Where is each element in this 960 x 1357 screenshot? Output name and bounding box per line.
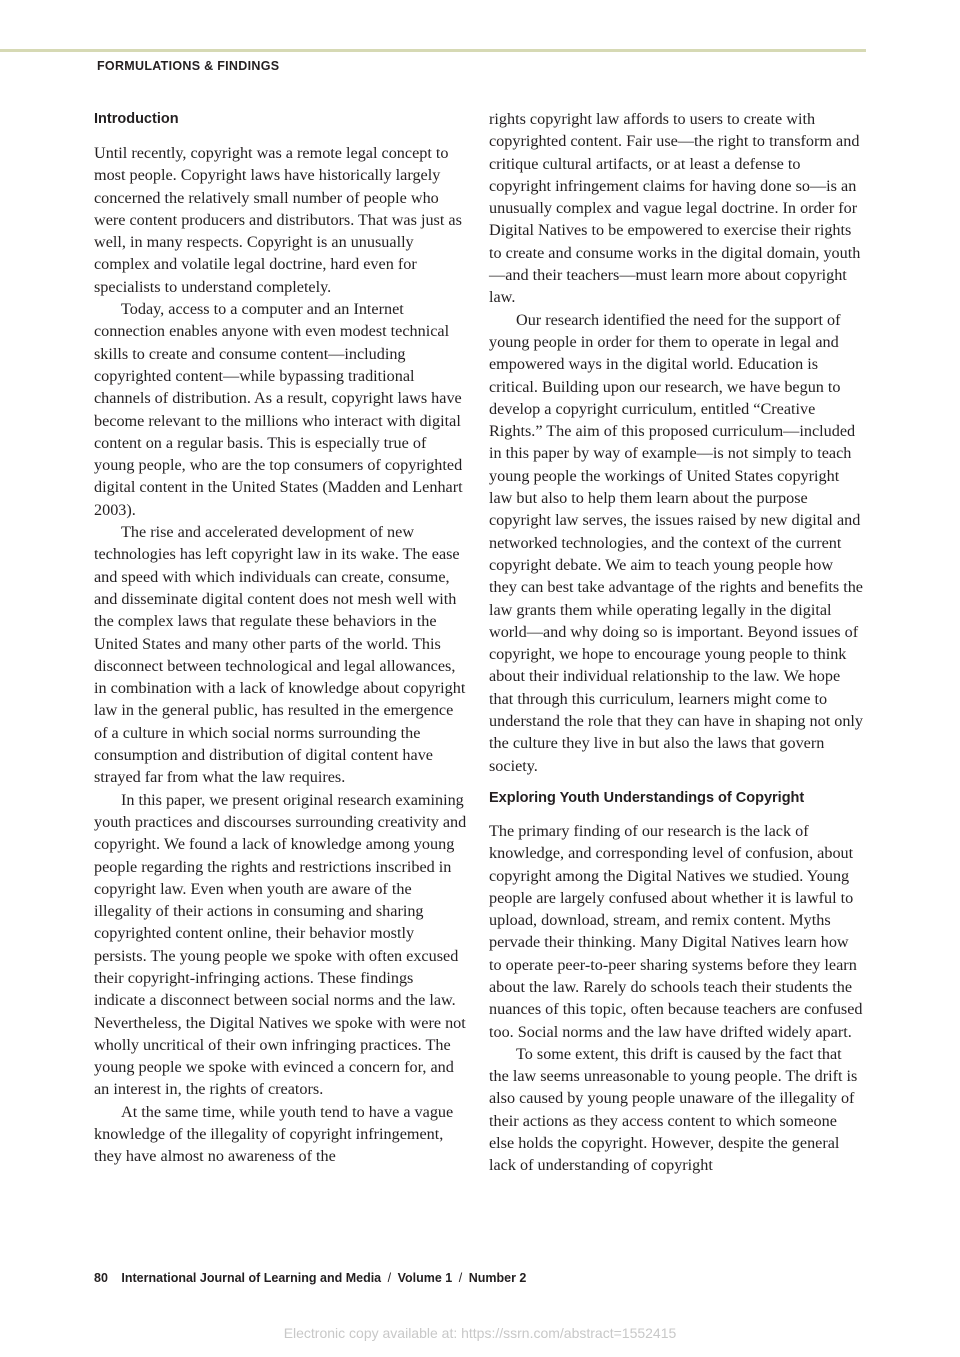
- page-footer: [94, 1271, 526, 1285]
- page-number: 80: [94, 1271, 108, 1285]
- paragraph: At the same time, while youth tend to have a vague knowledge of the illegality of copyright infringement, they have almost no awareness of the: [94, 1102, 454, 1166]
- section-heading-introduction: Introduction: [94, 111, 179, 127]
- paragraph: Until recently, copyright was a remote legal concept to most people. Copyright laws have historically largely concerned the relatively small number of people who were content producers and distributors. That was just as well, in many respects. Copyright is an unusually complex and volatile legal doctrine, hard even for specialists to understand completely.: [94, 144, 462, 296]
- volume: Volume 1: [397, 1271, 453, 1285]
- paragraph: The rise and accelerated development of new technologies has left copyright law in its wake. The ease and speed with which individuals can create, consume, and disseminate digital content does not mesh well with the complex laws that regulate these behaviors in the United States and many other parts of the world. This disconnect between technological and legal allowances, in combination with a lack of knowledge about copyright law in the general public, has resulted in the emergence of a culture in which social norms surrounding the consumption and distribution of digital content have strayed far from what the law requires.: [94, 523, 466, 787]
- paragraph: To some extent, this drift is caused by the fact that the law seems unreasonable to young people. The drift is also caused by young people unaware of the illegality of their actions as they access content to which someone else holds the copyright. However, despite the general lack of understanding of copyright: [489, 1044, 858, 1175]
- separator: /: [387, 1271, 392, 1285]
- issue-number: Number 2: [468, 1271, 527, 1285]
- ssrn-notice: Electronic copy available at: https://ssrn.com/abstract=1552415: [283, 1325, 677, 1341]
- right-column: [489, 108, 863, 1177]
- paragraph: rights copyright law affords to users to create with copyrighted content. Fair use—the right to transform and critique cultural artifacts, or at least a defense to copyright infringement claims for having done so—is an unusually complex and vague legal doctrine. In order for Digital Natives to be empowered to exercise their rights to create and consume works in the digital domain, youth—and their teachers—must learn more about copyright law.: [489, 110, 861, 307]
- journal-title: International Journal of Learning and Media: [121, 1271, 382, 1285]
- paragraph: Today, access to a computer and an Internet connection enables anyone with even modest technical skills to create and consume content—including copyrighted content—while bypassing traditional channels of distribution. As a result, copyright laws have become relevant to the millions who interact with digital content on a regular basis. This is especially true of young people, who are the top consumers of copyrighted digital content in the United States (Madden and Lenhart 2003).: [94, 300, 463, 519]
- top-rule: [0, 49, 866, 52]
- left-column: [94, 108, 468, 1168]
- section-heading-exploring: Exploring Youth Understandings of Copyright: [489, 789, 805, 806]
- separator: /: [458, 1271, 463, 1285]
- running-head: FORMULATIONS & FINDINGS: [97, 59, 280, 73]
- paragraph: Our research identified the need for the support of young people in order for them to operate in legal and empowered ways in the digital world. Education is critical. Building upon our research, we have begun to develop a copyright curriculum, entitled “Creative Rights.” The aim of this proposed curriculum—included in this paper by way of example—is not simply to teach young people the workings of United States copyright law but also to help them learn about the purpose copyright law serves, the issues raised by new digital and networked technologies, and the context of the current copyright debate. We aim to teach young people how they can best take advantage of the rights and benefits the law grants them while operating legally in the digital world—and why doing so is important. Beyond issues of copyright, we hope to encourage young people to think about their individual relationship to the law. We hope that through this curriculum, learners might come to understand the role that they can have in shaping not only the culture they live in but also the laws that govern society.: [489, 310, 864, 775]
- paragraph: In this paper, we present original research examining youth practices and discourses surrounding creativity and copyright. We found a lack of knowledge among young people regarding the rights and restrictions inscribed in copyright law. Even when youth are aware of the illegality of their actions in consuming and sharing copyrighted content online, their behavior mostly persists. The young people we spoke with often excused their copyright-infringing actions. These findings indicate a disconnect between social norms and the law. Nevertheless, the Digital Natives we spoke with were not wholly uncritical of their own infringing practices. The young people we spoke with evinced a concern for, and an interest in, the rights of creators.: [94, 790, 467, 1099]
- paragraph: The primary finding of our research is the lack of knowledge, and corresponding level of confusion, about copyright among the Digital Natives we studied. Young people are largely confused about whether it is lawful to upload, download, stream, and remix content. Myths pervade their thinking. Many Digital Natives learn how to operate peer-to-peer sharing systems before they learn about the law. Rarely do schools teach their students the nuances of this topic, often because teachers are confused too. Social norms and the law have drifted widely apart.: [489, 821, 863, 1041]
